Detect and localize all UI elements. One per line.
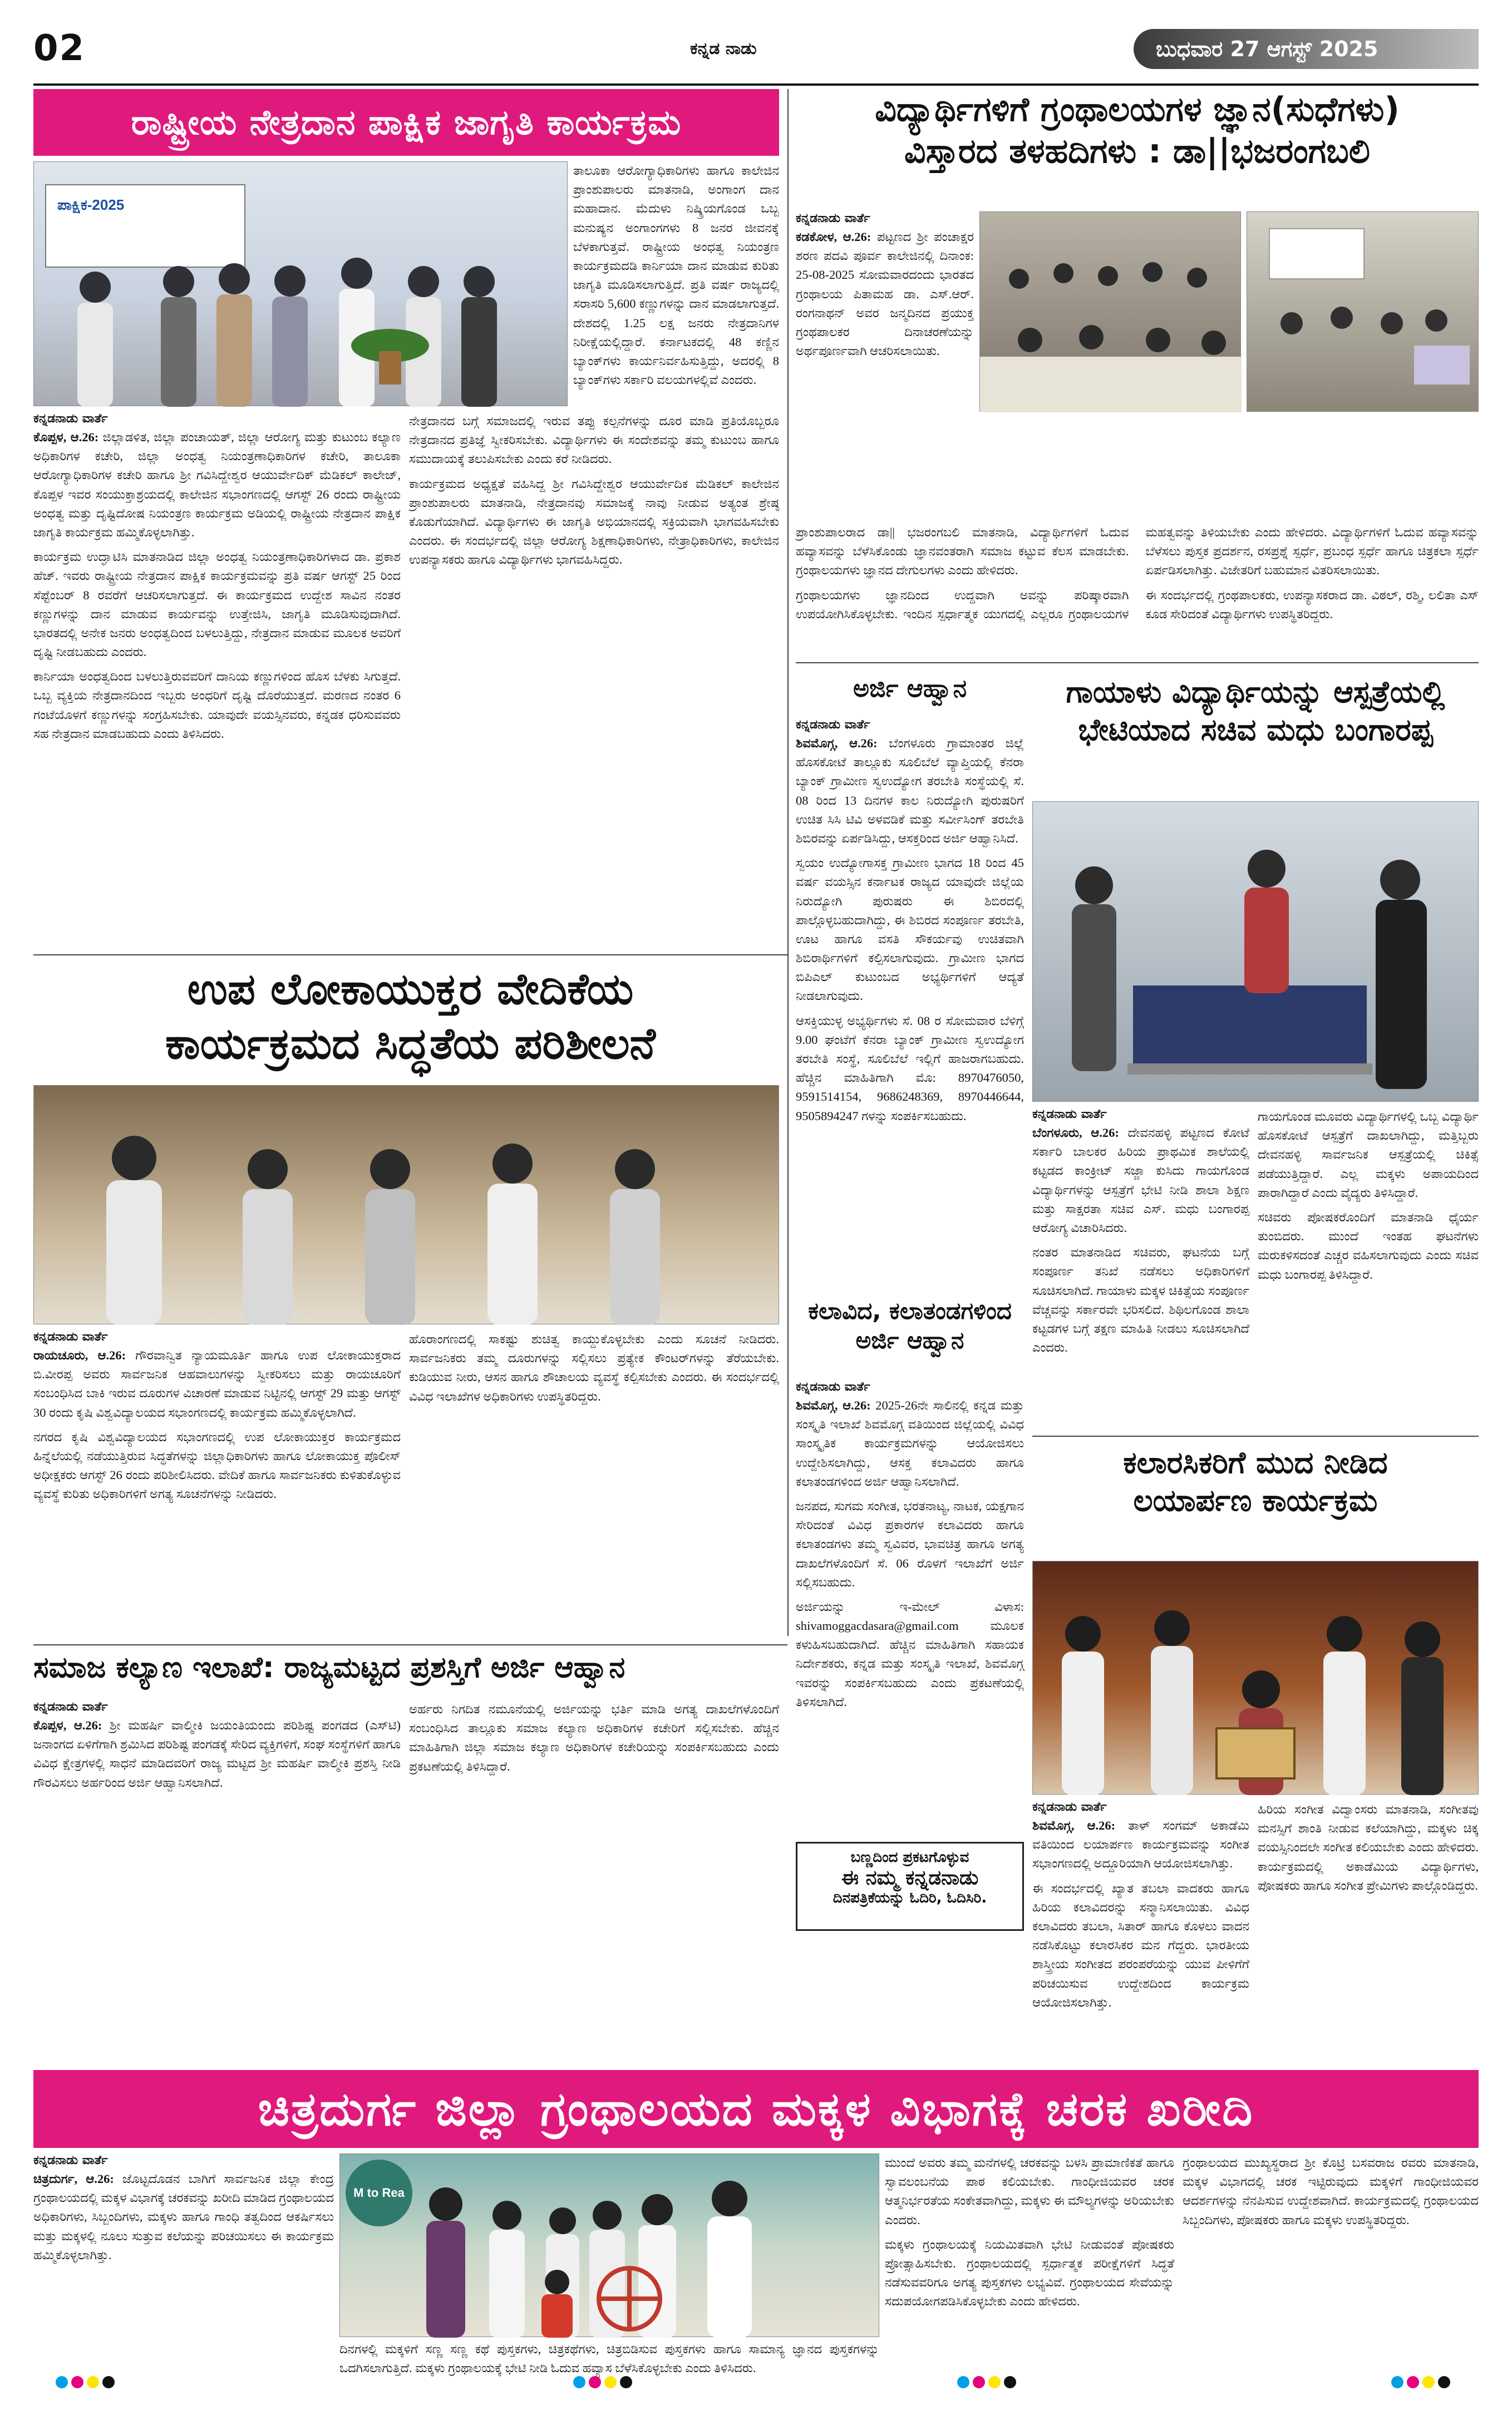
story7-rule <box>1032 1436 1479 1437</box>
story3-byline: ಕನ್ನಡನಾಡು ವಾರ್ತೆ <box>796 718 870 732</box>
story4-headline <box>1032 673 1479 796</box>
story5-col2 <box>409 1330 779 1642</box>
black-dot <box>1004 2376 1016 2388</box>
story3-col <box>796 718 1024 1291</box>
students-figures <box>980 212 1242 412</box>
cyan-dot <box>1391 2376 1403 2388</box>
story9-byline: ಕನ್ನಡನಾಡು ವಾರ್ತೆ <box>33 2153 108 2167</box>
yellow-dot <box>988 2376 1001 2388</box>
story7-para1: ತಾಳ್ ಸಂಗಮ್ ಅಕಾಡೆಮಿ ವತಿಯಿಂದ ಲಯಾರ್ಪಣ ಕಾರ್ಯಕ್ರಮವನ್ನು ಸಂಗೀತ ಸಭಾಂಗಣದಲ್ಲಿ ಅದ್ದೂರಿಯಾಗಿ ಆಯೋಜಿಸಲಾಗಿತ್ತು. <box>1032 1818 1249 1871</box>
story1-dateline: ಕೊಪ್ಪಳ, ಆ.26: <box>33 430 99 444</box>
story4-col2 <box>1258 1107 1479 1430</box>
story7-headline <box>1032 1444 1479 1555</box>
story9-para1: ಜೊಟ್ಟದೊಡನ ಬಾಗಿಗೆ ಸಾರ್ವಜನಿಕ ಜಿಲ್ಲಾ ಕೇಂದ್ರ ಗ್ರಂಥಾಲಯದಲ್ಲಿ ಮಕ್ಕಳ ವಿಭಾಗಕ್ಕೆ ಚರಕವನ್ನು ಖರೀದಿ ಮಾಡಿದ ಗ್ರಂಥಾಲಯದ ಅಧಿಕಾರಿಗಳು, ಸಿಬ್ಬಂದಿಗಳು, ಮಕ್ಕಳು ಹಾಗೂ ಗಾಂಧಿ ತತ್ವದಿಂದ ಆಕರ್ಷಿಸಲು ಮತ್ತು ಮಕ್ಕಳಲ್ಲಿ ನೂಲು ಸುತ್ತುವ ಕಲೆಯನ್ನು ಪರಿಚಯಿಸಲು ಈ ಕಾರ್ಯಕ್ರಮ ಹಮ್ಮಿಕೊಳ್ಳಲಾಗಿತ್ತು. <box>33 2172 334 2262</box>
story1-para2: ಕಾರ್ಯಕ್ರಮ ಉದ್ಘಾಟಿಸಿ ಮಾತನಾಡಿದ ಜಿಲ್ಲಾ ಅಂಧತ್ವ ನಿಯಂತ್ರಣಾಧಿಕಾರಿಗಳಾದ ಡಾ. ಪ್ರಕಾಶ ಹೆಚ್. ಇವರು ರಾಷ್ಟ್ರೀಯ ನೇತ್ರದಾನ ಪಾಕ್ಷಿಕ ಕಾರ್ಯಕ್ರಮವನ್ನು ಪ್ರತಿ ವರ್ಷ ಆಗಸ್ಟ್ 25 ರಿಂದ ಸೆಪ್ಟೆಂಬರ್ 8 ರವರೆಗೆ ಆಚರಿಸಲಾಗುತ್ತದೆ. ಈ ಕಾರ್ಯಕ್ರಮದ ಉದ್ದೇಶ ಸಾವಿನ ನಂತರ ಕಣ್ಣುಗಳನ್ನು ದಾನ ಮಾಡುವ ಕಾರ್ಯವನ್ನು ಉತ್ತೇಜಿಸಿ, ಜಾಗೃತಿ ಮೂಡಿಸುವುದಾಗಿದೆ. ಭಾರತದಲ್ಲಿ ಅನೇಕ ಜನರು ಅಂಧತ್ವದಿಂದ ಬಳಲುತ್ತಿದ್ದು, ನೇತ್ರದಾನ ಮಾಡುವ ಮೂಲಕ ಅವರಿಗೆ ದೃಷ್ಟಿ ನೀಡಬಹುದು ಎಂದರು. <box>33 550 401 659</box>
screen-text: ಪಾಕ್ಷಿಕ-2025 <box>57 196 125 213</box>
story4-photo <box>1032 801 1479 1102</box>
story2-rule <box>796 662 1479 663</box>
story8-col2 <box>409 1700 779 2062</box>
story5-headline <box>33 963 787 1080</box>
story9-headline: ಚಿತ್ರದುರ್ಗ ಜಿಲ್ಲಾ ಗ್ರಂಥಾಲಯದ ಮಕ್ಕಳ ವಿಭಾಗಕ್ಕೆ ಚರಕ ಖರೀದಿ <box>33 2070 1479 2148</box>
story4-headline-line2: ಭೇಟಿಯಾದ ಸಚಿವ ಮಧು ಬಂಗಾರಪ್ಪ <box>1078 712 1433 747</box>
yellow-dot <box>604 2376 617 2388</box>
story2-photo-event <box>1247 211 1479 412</box>
event-figures <box>1247 212 1479 412</box>
story7-para3: ಹಿರಿಯ ಸಂಗೀತ ವಿದ್ವಾಂಸರು ಮಾತನಾಡಿ, ಸಂಗೀತವು ಮನಸ್ಸಿಗೆ ಶಾಂತಿ ನೀಡುವ ಕಲೆಯಾಗಿದ್ದು, ಮಕ್ಕಳು ಚಿಕ್ಕ ವಯಸ್ಸಿನಿಂದಲೇ ಸಂಗೀತ ಕಲಿಯಬೇಕು ಎಂದು ಹೇಳಿದರು. ಕಾರ್ಯಕ್ರಮದಲ್ಲಿ ಅಕಾಡೆಮಿಯ ವಿದ್ಯಾರ್ಥಿಗಳು, ಪೋಷಕರು ಹಾಗೂ ಸಂಗೀತ ಪ್ರೇಮಿಗಳು ಪಾಲ್ಗೊಂಡಿದ್ದರು. <box>1258 1802 1479 1892</box>
story1-para4: ನೇತ್ರದಾನದ ಬಗ್ಗೆ ಸಮಾಜದಲ್ಲಿ ಇರುವ ತಪ್ಪು ಕಲ್ಪನೆಗಳನ್ನು ದೂರ ಮಾಡಿ ಪ್ರತಿಯೊಬ್ಬರೂ ನೇತ್ರದಾನದ ಪ್ರತಿಜ್ಞೆ ಸ್ವೀಕರಿಸಬೇಕು. ವಿದ್ಯಾರ್ಥಿಗಳು ಈ ಸಂದೇಶವನ್ನು ತಮ್ಮ ಕುಟುಂಬ ಹಾಗೂ ಸಮುದಾಯಕ್ಕೆ ತಲುಪಿಸಬೇಕು ಎಂದು ಕರೆ ನೀಡಿದರು. <box>409 414 779 466</box>
story9-para4: ಮಕ್ಕಳು ಗ್ರಂಥಾಲಯಕ್ಕೆ ನಿಯಮಿತವಾಗಿ ಭೇಟಿ ನೀಡುವಂತೆ ಪೋಷಕರು ಪ್ರೋತ್ಸಾಹಿಸಬೇಕು. ಗ್ರಂಥಾಲಯದಲ್ಲಿ ಸ್ಪರ್ಧಾತ್ಮಕ ಪರೀಕ್ಷೆಗಳಿಗೆ ಸಿದ್ಧತೆ ನಡೆಸುವವರಿಗೂ ಅಗತ್ಯ ಪುಸ್ತಕಗಳು ಲಭ್ಯವಿವೆ. ಗ್ರಂಥಾಲಯದ ಸೇವೆಯನ್ನು ಸದುಪಯೋಗಪಡಿಸಿಕೊಳ್ಳಬೇಕು ಎಂದು ಹೇಳಿದರು. <box>885 2237 1174 2309</box>
children-figures <box>340 2154 880 2338</box>
story9-para3: ದಿನಗಳಲ್ಲಿ ಮಕ್ಕಳಿಗೆ ಸಣ್ಣ ಸಣ್ಣ ಕಥೆ ಪುಸ್ತಕಗಳು, ಚಿತ್ರಕಥೆಗಳು, ಚಿತ್ರಬಿಡಿಸುವ ಪುಸ್ತಕಗಳು ಹಾಗೂ ಸಾಮಾನ್ಯ ಜ್ಞಾನದ ಪುಸ್ತಕಗಳನ್ನು ಒದಗಿಸಲಾಗುತ್ತಿದೆ. ಮಕ್ಕಳು ಗ್ರಂಥಾಲಯಕ್ಕೆ ಭೇಟಿ ನೀಡಿ ಓದುವ ಹವ್ಯಾಸ ಬೆಳೆಸಿಕೊಳ್ಳಬೇಕು ಎಂದು ತಿಳಿಸಿದರು. <box>339 2342 879 2375</box>
cyan-dot <box>573 2376 585 2388</box>
story4-para2: ನಂತರ ಮಾತನಾಡಿದ ಸಚಿವರು, ಘಟನೆಯ ಬಗ್ಗೆ ಸಂಪೂರ್ಣ ತನಿಖೆ ನಡೆಸಲು ಅಧಿಕಾರಿಗಳಿಗೆ ಸೂಚಿಸಲಾಗಿದೆ. ಗಾಯಾಳು ಮಕ್ಕಳ ಚಿಕಿತ್ಸೆಯ ಸಂಪೂರ್ಣ ವೆಚ್ಚವನ್ನು ಸರ್ಕಾರವೇ ಭರಿಸಲಿದೆ. ಶಿಥಿಲಗೊಂಡ ಶಾಲಾ ಕಟ್ಟಡಗಳ ಬಗ್ಗೆ ತಕ್ಷಣ ಮಾಹಿತಿ ನೀಡಲು ಸೂಚಿಸಲಾಗಿದೆ ಎಂದರು. <box>1032 1245 1249 1355</box>
story5-byline: ಕನ್ನಡನಾಡು ವಾರ್ತೆ <box>33 1330 108 1344</box>
registration-marks-center-left <box>573 2376 632 2388</box>
story1-headline: ರಾಷ್ಟ್ರೀಯ ನೇತ್ರದಾನ ಪಾಕ್ಷಿಕ ಜಾಗೃತಿ ಕಾರ್ಯಕ್ರಮ <box>33 89 779 156</box>
story5-headline-line2: ಕಾರ್ಯಕ್ರಮದ ಸಿದ್ಧತೆಯ ಪರಿಶೀಲನೆ <box>165 1018 656 1069</box>
registration-marks-center-right <box>957 2376 1016 2388</box>
story9-dateline: ಚಿತ್ರದುರ್ಗ, ಆ.26: <box>33 2172 114 2186</box>
story3-para3: ಆಸಕ್ತಿಯುಳ್ಳ ಅಭ್ಯರ್ಥಿಗಳು ಸೆ. 08 ರ ಸೋಮವಾರ ಬೆಳಿಗ್ಗೆ 9.00 ಘಂಟೆಗೆ ಕೆನರಾ ಬ್ಯಾಂಕ್ ಗ್ರಾಮೀಣ ಸ್ವಉದ್ಯೋಗ ತರಬೇತಿ ಸಂಸ್ಥೆ, ಸೂಲಿಬೆಲೆ ಇಲ್ಲಿಗೆ ಹಾಜರಾಗಬಹುದು. ಹೆಚ್ಚಿನ ಮಾಹಿತಿಗಾಗಿ ಮೊ: 8970476050, 9591514154, 9686248369, 8970446644, 9505894247 ಗಳನ್ನು ಸಂಪರ್ಕಿಸಬಹುದು. <box>796 1013 1024 1123</box>
story8-byline: ಕನ್ನಡನಾಡು ವಾರ್ತೆ <box>33 1700 108 1714</box>
story7-col1 <box>1032 1800 1249 2062</box>
masthead-rule <box>33 83 1479 86</box>
magenta-dot <box>1407 2376 1419 2388</box>
story9-col1 <box>33 2153 334 2359</box>
story7-byline: ಕನ್ನಡನಾಡು ವಾರ್ತೆ <box>1032 1800 1107 1814</box>
story7-col2 <box>1258 1800 1479 2062</box>
story4-para3: ಗಾಯಗೊಂಡ ಮೂವರು ವಿದ್ಯಾರ್ಥಿಗಳಲ್ಲಿ ಒಬ್ಬ ವಿದ್ಯಾರ್ಥಿ ಹೊಸಕೋಟೆ ಆಸ್ಪತ್ರೆಗೆ ದಾಖಲಾಗಿದ್ದು, ಮತ್ತಿಬ್ಬರು ದೇವನಹಳ್ಳಿ ಸಾರ್ವಜನಿಕ ಆಸ್ಪತ್ರೆಯಲ್ಲಿ ಚಿಕಿತ್ಸೆ ಪಡೆಯುತ್ತಿದ್ದಾರೆ. ಎಲ್ಲ ಮಕ್ಕಳು ಅಪಾಯದಿಂದ ಪಾರಾಗಿದ್ದಾರೆ ಎಂದು ವೈದ್ಯರು ತಿಳಿಸಿದ್ದಾರೆ. <box>1258 1110 1479 1200</box>
story5-rule <box>33 954 787 955</box>
yellow-dot <box>1422 2376 1435 2388</box>
story8-dateline: ಕೊಪ್ಪಳ, ಆ.26: <box>33 1718 102 1732</box>
story1-byline: ಕನ್ನಡನಾಡು ವಾರ್ತೆ <box>33 412 108 426</box>
story6-dateline: ಶಿವಮೊಗ್ಗ, ಆ.26: <box>796 1398 871 1412</box>
story9-col4 <box>1183 2153 1479 2359</box>
story5-para1: ಗೌರವಾನ್ವಿತ ನ್ಯಾಯಮೂರ್ತಿ ಹಾಗೂ ಉಪ ಲೋಕಾಯುಕ್ತರಾದ ಬಿ.ವೀರಪ್ಪ ಅವರು ಸಾರ್ವಜನಿಕ ಆಹವಾಲುಗಳನ್ನು ಸ್ವೀಕರಿಸಲು ಮತ್ತು ರಾಯಚೂರಿಗೆ ಸಂಬಂಧಿಸಿದ ಬಾಕಿ ಇರುವ ದೂರುಗಳ ವಿಚಾರಣೆ ಮಾಡುವ ನಿಟ್ಟಿನಲ್ಲಿ ಆಗಸ್ಟ್ 29 ಮತ್ತು ಆಗಸ್ಟ್ 30 ರಂದು ಕೃಷಿ ವಿಶ್ವವಿದ್ಯಾಲಯದ ಸಭಾಂಗಣದಲ್ಲಿ ಕಾರ್ಯಕ್ರಮ ಹಮ್ಮಿಕೊಳ್ಳಲಾಗಿದೆ. <box>33 1348 401 1420</box>
hospital-scene <box>1033 802 1479 1102</box>
masthead <box>33 22 1479 83</box>
story4-dateline: ಬೆಂಗಳೂರು, ಆ.26: <box>1032 1126 1119 1140</box>
story1-para5: ತಾಲೂಕಾ ಆರೋಗ್ಯಾಧಿಕಾರಿಗಳು ಹಾಗೂ ಕಾಲೇಜಿನ ಪ್ರಾಂಶುಪಾಲರು ಮಾತನಾಡಿ, ಅಂಗಾಂಗ ದಾನ ಮಹಾದಾನ. ಮೆದುಳು ನಿಷ್ಕ್ರಿಯಗೊಂಡ ಒಬ್ಬ ಮನುಷ್ಯನ ಅಂಗಾಂಗಗಳು 8 ಜನರ ಜೀವನಕ್ಕೆ ಬೆಳಕಾಗುತ್ತವೆ. ರಾಷ್ಟ್ರೀಯ ಅಂಧತ್ವ ನಿಯಂತ್ರಣ ಕಾರ್ಯಕ್ರಮದಡಿ ಕಾರ್ನಿಯಾ ದಾನ ಮಾಡುವ ಕುರಿತು ಜಾಗೃತಿ ಮೂಡಿಸಲಾಗುತ್ತಿದೆ. ಪ್ರತಿ ವರ್ಷ ರಾಜ್ಯದಲ್ಲಿ ಸರಾಸರಿ 5,600 ಕಣ್ಣುಗಳನ್ನು ದಾನ ಮಾಡಲಾಗುತ್ತದೆ. ದೇಶದಲ್ಲಿ 1.25 ಲಕ್ಷ ಜನರು ನೇತ್ರದಾನಿಗಳ ನಿರೀಕ್ಷೆಯಲ್ಲಿದ್ದಾರೆ. ಕರ್ನಾಟಕದಲ್ಲಿ 48 ಕಣ್ಣಿನ ಬ್ಯಾಂಕ್‌ಗಳು ಕಾರ್ಯನಿರ್ವಹಿಸುತ್ತಿದ್ದು, ಅದರಲ್ಲಿ 8 ಬ್ಯಾಂಕ್‌ಗಳು ಸರ್ಕಾರಿ ವಲಯಗಳಲ್ಲಿವೆ ಎಂದರು. <box>573 164 779 387</box>
story2-col1 <box>796 211 974 518</box>
story9-col3 <box>885 2153 1174 2359</box>
cyan-dot <box>957 2376 969 2388</box>
story8-rule <box>33 1644 787 1645</box>
magenta-dot <box>589 2376 601 2388</box>
notice-line1: ಬಣ್ಣದಿಂದ ಪ್ರಕಟಗೊಳ್ಳುವ <box>850 1849 969 1866</box>
story2-byline: ಕನ್ನಡನಾಡು ವಾರ್ತೆ <box>796 211 870 225</box>
story3-para1: ಬೆಂಗಳೂರು ಗ್ರಾಮಾಂತರ ಜಿಲ್ಲೆ ಹೊಸಕೋಟೆ ತಾಲ್ಲೂಕು ಸೂಲಿಬೆಲೆ ವ್ಯಾಪ್ತಿಯಲ್ಲಿ ಕೆನರಾ ಬ್ಯಾಂಕ್ ಗ್ರಾಮೀಣ ಸ್ವಉದ್ಯೋಗ ತರಬೇತಿ ಸಂಸ್ಥೆಯಲ್ಲಿ ಸೆ. 08 ರಿಂದ 13 ದಿನಗಳ ಕಾಲ ನಿರುದ್ಯೋಗಿ ಪುರುಷರಿಗೆ ಉಚಿತ ಸಿಸಿ ಟಿವಿ ಅಳವಡಿಕೆ ಮತ್ತು ಸರ್ವೀಸಿಂಗ್ ತರಬೇತಿ ಶಿಬಿರವನ್ನು ಏರ್ಪಡಿಸಿದ್ದು, ಆಸಕ್ತರಿಂದ ಅರ್ಜಿ ಆಹ್ವಾನಿಸಿದೆ. <box>796 736 1024 845</box>
story3-para2: ಸ್ವಯಂ ಉದ್ಯೋಗಾಸಕ್ತ ಗ್ರಾಮೀಣ ಭಾಗದ 18 ರಿಂದ 45 ವರ್ಷ ವಯಸ್ಸಿನ ಕರ್ನಾಟಕ ರಾಜ್ಯದ ಯಾವುದೇ ಜಿಲ್ಲೆಯ ನಿರುದ್ಯೋಗಿ ಪುರುಷರು ಈ ಶಿಬಿರದಲ್ಲಿ ಪಾಲ್ಗೊಳ್ಳಬಹುದಾಗಿದ್ದು, ಈ ಶಿಬಿರದ ಸಂಪೂರ್ಣ ತರಬೇತಿ, ಊಟ ಹಾಗೂ ವಸತಿ ಸೌಕರ್ಯವು ಉಚಿತವಾಗಿ ಶಿಬಿರಾರ್ಥಿಗಳಿಗೆ ಕಲ್ಪಿಸಲಾಗುವುದು. ಗ್ರಾಮೀಣ ಭಾಗದ ಬಿಪಿಎಲ್ ಕುಟುಂಬದ ಅಭ್ಯರ್ಥಿಗಳಿಗೆ ಆದ್ಯತೆ ನೀಡಲಾಗುವುದು. <box>796 856 1024 1003</box>
magenta-dot <box>973 2376 985 2388</box>
column-divider <box>787 89 789 1636</box>
story2-dateline: ಕಡಕೋಳ, ಆ.26: <box>796 230 871 244</box>
story2-para4: ಈ ಸಂದರ್ಭದಲ್ಲಿ ಗ್ರಂಥಪಾಲಕರು, ಉಪನ್ಯಾಸಕರಾದ ಡಾ. ವಿಠಲ್, ರಶ್ಮಿ, ಲಲಿತಾ ಎಸ್ ಕೂಡ ಸೇರಿದಂತೆ ವಿದ್ಯಾರ್ಥಿಗಳು ಉಪಸ್ಥಿತರಿದ್ದರು. <box>1145 588 1479 621</box>
notice-line3: ದಿನಪತ್ರಿಕೆಯನ್ನು ಓದಿರಿ, ಓದಿಸಿರಿ. <box>833 1890 987 1906</box>
story1-col-side <box>573 161 779 406</box>
officials-figures <box>34 1086 780 1325</box>
story1-photo <box>33 161 568 406</box>
story9-para2: ಮುಂದೆ ಅವರು ತಮ್ಮ ಮನೆಗಳಲ್ಲಿ ಚರಕವನ್ನು ಬಳಸಿ ಪ್ರಾಮಾಣಿಕತೆ ಹಾಗೂ ಸ್ವಾವಲಂಬನೆಯ ಪಾಠ ಕಲಿಯಬೇಕು. ಗಾಂಧೀಜಿಯವರ ಚರಕ ಆತ್ಮನಿರ್ಭರತೆಯ ಸಂಕೇತವಾಗಿದ್ದು, ಮಕ್ಕಳು ಈ ಮೌಲ್ಯಗಳನ್ನು ಅರಿಯಬೇಕು ಎಂದರು. <box>885 2156 1174 2227</box>
story8-para1: ಶ್ರೀ ಮಹರ್ಷಿ ವಾಲ್ಮೀಕಿ ಜಯಂತಿಯಂದು ಪರಿಶಿಷ್ಟ ಪಂಗಡದ (ಎಸ್‌ಟಿ) ಜನಾಂಗದ ಏಳಿಗೆಗಾಗಿ ಶ್ರಮಿಸಿದ ಪರಿಶಿಷ್ಟ ಪಂಗಡಕ್ಕೆ ಸೇರಿದ ವ್ಯಕ್ತಿಗಳಿಗೆ, ಸಂಘ ಸಂಸ್ಥೆಗಳಿಗೆ ಹಾಗೂ ವಿವಿಧ ಕ್ಷೇತ್ರಗಳಲ್ಲಿ ಸಾಧನೆ ಮಾಡಿದವರಿಗೆ ರಾಜ್ಯ ಮಟ್ಟದ ಶ್ರೀ ಮಹರ್ಷಿ ವಾಲ್ಮೀಕಿ ಪ್ರಶಸ್ತಿ ನೀಡಿ ಗೌರವಿಸಲು ಅರ್ಹರಿಂದ ಅರ್ಜಿ ಆಹ್ವಾನಿಸಲಾಗಿದೆ. <box>33 1718 401 1790</box>
story5-headline-line1: ಉಪ ಲೋಕಾಯುಕ್ತರ ವೇದಿಕೆಯ <box>187 964 634 1014</box>
story1-col1 <box>33 412 401 946</box>
story4-col1 <box>1032 1107 1249 1430</box>
black-dot <box>102 2376 115 2388</box>
paper-name: ಕನ್ನಡ ನಾಡು <box>690 39 757 58</box>
story5-para2: ನಗರದ ಕೃಷಿ ವಿಶ್ವವಿದ್ಯಾಲಯದ ಸಭಾಂಗಣದಲ್ಲಿ ಉಪ ಲೋಕಾಯುಕ್ತರ ಕಾರ್ಯಕ್ರಮದ ಹಿನ್ನೆಲೆಯಲ್ಲಿ ನಡೆಯುತ್ತಿರುವ ಸಿದ್ಧತೆಗಳನ್ನು ಜಿಲ್ಲಾಧಿಕಾರಿಗಳು ಹಾಗೂ ಲೋಕಾಯುಕ್ತ ಪೊಲೀಸ್ ಅಧೀಕ್ಷಕರು ಆಗಸ್ಟ್ 26 ರಂದು ಪರಿಶೀಲಿಸಿದರು. ವೇದಿಕೆ ಹಾಗೂ ಸಾರ್ವಜನಿಕರು ಕುಳಿತುಕೊಳ್ಳುವ ವ್ಯವಸ್ಥೆ ಕುರಿತು ಅಧಿಕಾರಿಗಳಿಗೆ ಅಗತ್ಯ ಸೂಚನೆಗಳನ್ನು ನೀಡಿದರು. <box>33 1430 401 1501</box>
issue-date: ಬುಧವಾರ 27 ಆಗಸ್ಟ್ 2025 <box>1134 29 1479 69</box>
story2-para1: ಪಟ್ಟಣದ ಶ್ರೀ ಪಂಚಾಕ್ಷರ ಶರಣ ಪದವಿ ಪೂರ್ವ ಕಾಲೇಜಿನಲ್ಲಿ ದಿನಾಂಕ: 25-08-2025 ಸೋಮವಾರದಂದು ಭಾರತದ ಗ್ರಂಥಾಲಯ ಪಿತಾಮಹ ಡಾ. ಎಸ್.ಆರ್. ರಂಗನಾಥನ್ ಅವರ ಜನ್ಮದಿನದ ಪ್ರಯುಕ್ತ ಗ್ರಂಥಪಾಲಕರ ದಿನಾಚರಣೆಯನ್ನು ಅರ್ಥಪೂರ್ಣವಾಗಿ ಆಚರಿಸಲಾಯಿತು. <box>796 230 974 358</box>
story5-photo <box>33 1085 779 1324</box>
black-dot <box>1438 2376 1450 2388</box>
story6-col <box>796 1380 1024 1831</box>
story8-para2: ಅರ್ಹರು ನಿಗದಿತ ನಮೂನೆಯಲ್ಲಿ ಅರ್ಜಿಯನ್ನು ಭರ್ತಿ ಮಾಡಿ ಅಗತ್ಯ ದಾಖಲೆಗಳೊಂದಿಗೆ ಸಂಬಂಧಿಸಿದ ತಾಲ್ಲೂಕು ಸಮಾಜ ಕಲ್ಯಾಣ ಅಧಿಕಾರಿಗಳ ಕಚೇರಿಗೆ ಸಲ್ಲಿಸಬೇಕು. ಹೆಚ್ಚಿನ ಮಾಹಿತಿಗಾಗಿ ಜಿಲ್ಲಾ ಸಮಾಜ ಕಲ್ಯಾಣ ಅಧಿಕಾರಿಗಳ ಕಚೇರಿಯನ್ನು ಸಂಪರ್ಕಿಸಬಹುದು ಎಂದು ಪ್ರಕಟಣೆಯಲ್ಲಿ ತಿಳಿಸಿದ್ದಾರೆ. <box>409 1702 779 1773</box>
story1-col2 <box>409 412 779 946</box>
story6-headline <box>796 1297 1024 1374</box>
story4-para1: ದೇವನಹಳ್ಳಿ ಪಟ್ಟಣದ ಕೋಟೆ ಸರ್ಕಾರಿ ಬಾಲಕರ ಹಿರಿಯ ಪ್ರಾಥಮಿಕ ಶಾಲೆಯಲ್ಲಿ ಕಟ್ಟಡದ ಕಾಂಕ್ರೀಟ್ ಸಜ್ಜಾ ಕುಸಿದು ಗಾಯಗೊಂಡ ವಿದ್ಯಾರ್ಥಿಗಳನ್ನು ಆಸ್ಪತ್ರೆಗೆ ಭೇಟಿ ನೀಡಿ ಶಾಲಾ ಶಿಕ್ಷಣ ಮತ್ತು ಸಾಕ್ಷರತಾ ಸಚಿವ ಎಸ್. ಮಧು ಬಂಗಾರಪ್ಪ ಆರೋಗ್ಯ ವಿಚಾರಿಸಿದರು. <box>1032 1126 1249 1235</box>
page-number: 02 <box>33 28 86 69</box>
story2-para2: ಪ್ರಾಂಶುಪಾಲರಾದ ಡಾ|| ಭಜರಂಗಬಲಿ ಮಾತನಾಡಿ, ವಿದ್ಯಾರ್ಥಿಗಳಿಗೆ ಓದುವ ಹವ್ಯಾಸವನ್ನು ಬೆಳೆಸಿಕೊಂಡು ಜ್ಞಾನವಂತರಾಗಿ ಸಮಾಜ ಕಟ್ಟುವ ಕೆಲಸ ಮಾಡಬೇಕು. ಗ್ರಂಥಾಲಯಗಳು ಜ್ಞಾನದ ದೇಗುಲಗಳು ಎಂದು ಹೇಳಿದರು. <box>796 525 1129 578</box>
story2-col2 <box>796 523 1479 657</box>
story4-byline: ಕನ್ನಡನಾಡು ವಾರ್ತೆ <box>1032 1107 1107 1121</box>
story8-col1 <box>33 1700 401 2062</box>
story1-para6: ಕಾರ್ಯಕ್ರಮದ ಅಧ್ಯಕ್ಷತೆ ವಹಿಸಿದ್ದ ಶ್ರೀ ಗವಿಸಿದ್ದೇಶ್ವರ ಆಯುರ್ವೇದಿಕ ಮೆಡಿಕಲ್ ಕಾಲೇಜಿನ ಪ್ರಾಂಶುಪಾಲರು ಮಾತನಾಡಿ, ನೇತ್ರದಾನವು ಸಮಾಜಕ್ಕೆ ನಾವು ನೀಡುವ ಅತ್ಯಂತ ಶ್ರೇಷ್ಠ ಕೊಡುಗೆಯಾಗಿದೆ. ವಿದ್ಯಾರ್ಥಿಗಳು ಈ ಜಾಗೃತಿ ಅಭಿಯಾನದಲ್ಲಿ ಸಕ್ರಿಯವಾಗಿ ಭಾಗವಹಿಸಬೇಕು ಎಂದರು. ಈ ಸಂದರ್ಭದಲ್ಲಿ ಜಿಲ್ಲಾ ಆರೋಗ್ಯ ಶಿಕ್ಷಣಾಧಿಕಾರಿಗಳು, ನೇತ್ರಾಧಿಕಾರಿಗಳು, ಕಾಲೇಜಿನ ಉಪನ್ಯಾಸಕರು ಹಾಗೂ ವಿದ್ಯಾರ್ಥಿಗಳು ಭಾಗವಹಿಸಿದ್ದರು. <box>409 476 779 567</box>
story5-para3: ಹೊರಾಂಗಣದಲ್ಲಿ ಸಾಕಷ್ಟು ಶುಚಿತ್ವ ಕಾಯ್ದುಕೊಳ್ಳಬೇಕು ಎಂದು ಸೂಚನೆ ನೀಡಿದರು. ಸಾರ್ವಜನಿಕರು ತಮ್ಮ ದೂರುಗಳನ್ನು ಸಲ್ಲಿಸಲು ಪ್ರತ್ಯೇಕ ಕೌಂಟರ್‌ಗಳನ್ನು ತೆರೆಯಬೇಕು. ಕುಡಿಯುವ ನೀರು, ಆಸನ ಹಾಗೂ ಶೌಚಾಲಯ ವ್ಯವಸ್ಥೆ ಕಲ್ಪಿಸಬೇಕು ಎಂದರು. ಈ ಸಂದರ್ಭದಲ್ಲಿ ವಿವಿಧ ಇಲಾಖೆಗಳ ಅಧಿಕಾರಿಗಳು ಉಪಸ್ಥಿತರಿದ್ದರು. <box>409 1332 779 1403</box>
story7-headline-line1: ಕಲಾರಸಿಕರಿಗೆ ಮುದ ನೀಡಿದ <box>1123 1445 1388 1480</box>
story2-headline-line2: ವಿಸ್ತಾರದ ತಳಹದಿಗಳು : ಡಾ||ಭಜರಂಗಬಲಿ <box>904 132 1370 171</box>
story6-headline-line1: ಕಲಾವಿದ, ಕಲಾತಂಡಗಳಿಂದ <box>808 1297 1012 1324</box>
story2-headline <box>796 89 1479 206</box>
story9-col2 <box>339 2340 879 2375</box>
story4-para4: ಸಚಿವರು ಪೋಷಕರೊಂದಿಗೆ ಮಾತನಾಡಿ ಧೈರ್ಯ ತುಂಬಿದರು. ಮುಂದೆ ಇಂತಹ ಘಟನೆಗಳು ಮರುಕಳಿಸದಂತೆ ಎಚ್ಚರ ವಹಿಸಲಾಗುವುದು ಎಂದು ಸಚಿವ ಮಧು ಬಂಗಾರಪ್ಪ ತಿಳಿಸಿದ್ದಾರೆ. <box>1258 1210 1479 1282</box>
story1-para3: ಕಾರ್ನಿಯಾ ಅಂಧತ್ವದಿಂದ ಬಳಲುತ್ತಿರುವವರಿಗೆ ದಾನಿಯ ಕಣ್ಣುಗಳಿಂದ ಹೊಸ ಬೆಳಕು ಸಿಗುತ್ತದೆ. ಒಬ್ಬ ವ್ಯಕ್ತಿಯ ನೇತ್ರದಾನದಿಂದ ಇಬ್ಬರು ಅಂಧರಿಗೆ ದೃಷ್ಟಿ ದೊರೆಯುತ್ತದೆ. ಮರಣದ ನಂತರ 6 ಗಂಟೆಯೊಳಗೆ ಕಣ್ಣುಗಳನ್ನು ಸಂಗ್ರಹಿಸಬೇಕು. ಯಾವುದೇ ವಯಸ್ಸಿನವರು, ಕನ್ನಡಕ ಧರಿಸುವವರು ಸಹ ನೇತ್ರದಾನ ಮಾಡಬಹುದು ಎಂದು ತಿಳಿಸಿದರು. <box>33 669 401 741</box>
story8-headline: ಸಮಾಜ ಕಲ್ಯಾಣ ಇಲಾಖೆ: ರಾಜ್ಯಮಟ್ಟದ ಪ್ರಶಸ್ತಿಗೆ ಅರ್ಜಿ ಆಹ್ವಾನ <box>33 1651 626 1684</box>
registration-marks-right <box>1391 2376 1450 2388</box>
promo-notice <box>796 1842 1024 1931</box>
story7-headline-line2: ಲಯಾರ್ಪಣ ಕಾರ್ಯಕ್ರಮ <box>1133 1482 1378 1518</box>
magenta-dot <box>71 2376 83 2388</box>
story6-para3: ಅರ್ಜಿಯನ್ನು ಇ-ಮೇಲ್ ವಿಳಾಸ: shivamoggacdasara@gmail.com ಮೂಲಕ ಕಳುಹಿಸಬಹುದಾಗಿದೆ. ಹೆಚ್ಚಿನ ಮಾಹಿತಿಗಾಗಿ ಸಹಾಯಕ ನಿರ್ದೇಶಕರು, ಕನ್ನಡ ಮತ್ತು ಸಂಸ್ಕೃತಿ ಇಲಾಖೆ, ಶಿವಮೊಗ್ಗ ಇವರನ್ನು ಸಂಪರ್ಕಿಸಬಹುದು ಎಂದು ಪ್ರಕಟಣೆಯಲ್ಲಿ ತಿಳಿಸಲಾಗಿದೆ. <box>796 1599 1024 1709</box>
story6-headline-line2: ಅರ್ಜಿ ಆಹ್ವಾನ <box>855 1326 964 1354</box>
story7-photo <box>1032 1561 1479 1795</box>
story9-photo <box>339 2153 879 2337</box>
people-figures <box>34 162 568 407</box>
story2-para3: ಗ್ರಂಥಾಲಯಗಳು ಜ್ಞಾನದಿಂದ ಉದ್ದವಾಗಿ ಅವನ್ನು ಪರಿಷ್ಕಾರವಾಗಿ ಉಪಯೋಗಿಸಿಕೊಳ್ಳಬೇಕು. ಇಂದಿನ ಸ್ಪರ್ಧಾತ್ಮಕ ಯುಗದಲ್ಲಿ ಎಲ್ಲರೂ ಗ್ರಂಥಾಲಯಗಳ ಮಹತ್ವವನ್ನು ತಿಳಿಯಬೇಕು ಎಂದು ಹೇಳಿದರು. ವಿದ್ಯಾರ್ಥಿಗಳಿಗೆ ಓದುವ ಹವ್ಯಾಸವನ್ನು ಬೆಳೆಸಲು ಪುಸ್ತಕ ಪ್ರದರ್ಶನ, ರಸಪ್ರಶ್ನೆ ಸ್ಪರ್ಧೆ, ಪ್ರಬಂಧ ಸ್ಪರ್ಧೆ ಹಾಗೂ ಚಿತ್ರಕಲಾ ಸ್ಪರ್ಧೆ ಏರ್ಪಡಿಸಲಾಗಿತ್ತು. ವಿಜೇತರಿಗೆ ಬಹುಮಾನ ವಿತರಿಸಲಾಯಿತು. <box>796 525 1479 621</box>
yellow-dot <box>87 2376 99 2388</box>
story2-photo-classroom <box>979 211 1241 412</box>
story6-para1: 2025-26ನೇ ಸಾಲಿನಲ್ಲಿ ಕನ್ನಡ ಮತ್ತು ಸಂಸ್ಕೃತಿ ಇಲಾಖೆ ಶಿವಮೊಗ್ಗ ವತಿಯಿಂದ ಜಿಲ್ಲೆಯಲ್ಲಿ ವಿವಿಧ ಸಾಂಸ್ಕೃತಿಕ ಕಾರ್ಯಕ್ರಮಗಳನ್ನು ಆಯೋಜಿಸಲು ಉದ್ದೇಶಿಸಲಾಗಿದ್ದು, ಆಸಕ್ತ ಕಲಾವಿದರು ಹಾಗೂ ಕಲಾತಂಡಗಳಿಂದ ಅರ್ಜಿ ಆಹ್ವಾನಿಸಲಾಗಿದೆ. <box>796 1398 1025 1489</box>
registration-marks-left <box>56 2376 115 2388</box>
story5-dateline: ರಾಯಚೂರು, ಆ.26: <box>33 1348 126 1362</box>
black-dot <box>620 2376 632 2388</box>
story3-headline: ಅರ್ಜಿ ಆಹ್ವಾನ <box>853 674 967 703</box>
story3-dateline: ಶಿವಮೊಗ್ಗ, ಆ.26: <box>796 736 878 750</box>
story9-para5: ಗ್ರಂಥಾಲಯದ ಮುಖ್ಯಸ್ಥರಾದ ಶ್ರೀ ಕೊಟ್ರಿ ಬಸವರಾಜ ರವರು ಮಾತನಾಡಿ, ಮಕ್ಕಳ ವಿಭಾಗದಲ್ಲಿ ಚರಕ ಇಟ್ಟಿರುವುದು ಮಕ್ಕಳಿಗೆ ಗಾಂಧೀಜಿಯವರ ಆದರ್ಶಗಳನ್ನು ನೆನಪಿಸುವ ಉದ್ದೇಶವಾಗಿದೆ. ಕಾರ್ಯಕ್ರಮದಲ್ಲಿ ಗ್ರಂಥಾಲಯದ ಸಿಬ್ಬಂದಿಗಳು, ಪೋಷಕರು ಹಾಗೂ ಮಕ್ಕಳು ಉಪಸ್ಥಿತರಿದ್ದರು. <box>1183 2156 1479 2227</box>
story4-headline-line1: ಗಾಯಾಳು ವಿದ್ಯಾರ್ಥಿಯನ್ನು ಆಸ್ಪತ್ರೆಯಲ್ಲಿ <box>1066 674 1445 709</box>
story2-headline-line1: ವಿದ್ಯಾರ್ಥಿಗಳಿಗೆ ಗ್ರಂಥಾಲಯಗಳ ಜ್ಞಾನ(ಸುಧೆಗಳು) <box>875 90 1400 129</box>
notice-line2: ಈ ನಮ್ಮ ಕನ್ನಡನಾಡು <box>841 1866 979 1889</box>
cyan-dot <box>56 2376 68 2388</box>
story1-para1: ಜಿಲ್ಲಾಡಳಿತ, ಜಿಲ್ಲಾ ಪಂಚಾಯತ್, ಜಿಲ್ಲಾ ಆರೋಗ್ಯ ಮತ್ತು ಕುಟುಂಬ ಕಲ್ಯಾಣ ಅಧಿಕಾರಿಗಳ ಕಚೇರಿ, ಜಿಲ್ಲಾ ಅಂಧತ್ವ ನಿಯಂತ್ರಣಾಧಿಕಾರಿಗಳ ಕಚೇರಿ, ತಾಲೂಕಾ ಆರೋಗ್ಯಾಧಿಕಾರಿಗಳ ಕಚೇರಿ ಹಾಗೂ ಶ್ರೀ ಗವಿಸಿದ್ದೇಶ್ವರ ಆಯುರ್ವೇದಿಕ್ ಮೆಡಿಕಲ್ ಕಾಲೇಜ್, ಕೊಪ್ಪಳ ಇವರ ಸಂಯುಕ್ತಾಶ್ರಯದಲ್ಲಿ ಕಾಲೇಜಿನ ಸಭಾಂಗಣದಲ್ಲಿ ಆಗಸ್ಟ್ 26 ರಂದು ರಾಷ್ಟ್ರೀಯ ಅಂಧತ್ವ ಮತ್ತು ದೃಷ್ಟಿದೋಷ ನಿಯಂತ್ರಣ ಕಾರ್ಯಕ್ರಮ ಅಡಿಯಲ್ಲಿ ರಾಷ್ಟ್ರೀಯ ನೇತ್ರದಾನ ಪಾಕ್ಷಿಕ ಜಾಗೃತಿ ಕಾರ್ಯಕ್ರಮ ಹಮ್ಮಿಕೊಳ್ಳಲಾಗಿತ್ತು. <box>33 430 401 539</box>
story6-para2: ಜನಪದ, ಸುಗಮ ಸಂಗೀತ, ಭರತನಾಟ್ಯ, ನಾಟಕ, ಯಕ್ಷಗಾನ ಸೇರಿದಂತೆ ವಿವಿಧ ಪ್ರಕಾರಗಳ ಕಲಾವಿದರು ಹಾಗೂ ಕಲಾತಂಡಗಳು ತಮ್ಮ ಸ್ವವಿವರ, ಭಾವಚಿತ್ರ ಹಾಗೂ ಅಗತ್ಯ ದಾಖಲೆಗಳೊಂದಿಗೆ ಸೆ. 06 ರೊಳಗೆ ಇಲಾಖೆಗೆ ಅರ್ಜಿ ಸಲ್ಲಿಸಬಹುದು. <box>796 1499 1024 1589</box>
story5-col1 <box>33 1330 401 1642</box>
story6-byline: ಕನ್ನಡನಾಡು ವಾರ್ತೆ <box>796 1380 870 1394</box>
story7-para2: ಈ ಸಂದರ್ಭದಲ್ಲಿ ಖ್ಯಾತ ತಬಲಾ ವಾದಕರು ಹಾಗೂ ಹಿರಿಯ ಕಲಾವಿದರನ್ನು ಸನ್ಮಾನಿಸಲಾಯಿತು. ವಿವಿಧ ಕಲಾವಿದರು ತಬಲಾ, ಸಿತಾರ್ ಹಾಗೂ ಕೊಳಲು ವಾದನ ನಡೆಸಿಕೊಟ್ಟು ಕಲಾರಸಿಕರ ಮನ ಗೆದ್ದರು. ಭಾರತೀಯ ಶಾಸ್ತ್ರೀಯ ಸಂಗೀತದ ಪರಂಪರೆಯನ್ನು ಯುವ ಪೀಳಿಗೆಗೆ ಪರಿಚಯಿಸುವ ಉದ್ದೇಶದಿಂದ ಕಾರ್ಯಕ್ರಮ ಆಯೋಜಿಸಲಾಗಿತ್ತು. <box>1032 1881 1249 2009</box>
story7-dateline: ಶಿವಮೊಗ್ಗ, ಆ.26: <box>1032 1818 1116 1832</box>
felicitation-scene <box>1033 1561 1479 1795</box>
photo-poster: M to Rea <box>346 2160 412 2226</box>
